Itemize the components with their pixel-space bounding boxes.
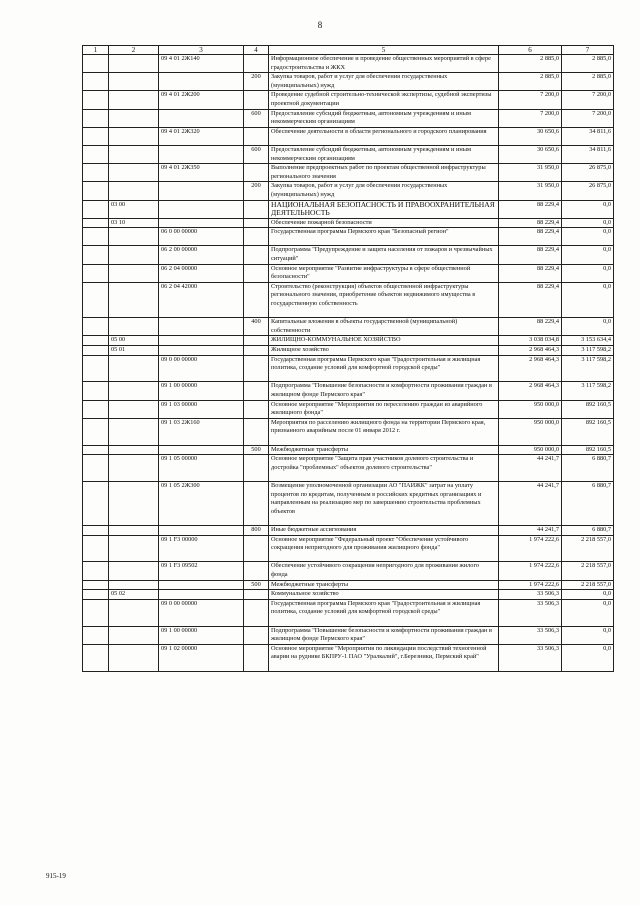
subsection-code-cell (109, 644, 159, 671)
table-row (83, 400, 614, 418)
subsection-code-cell (109, 580, 159, 590)
section-code-cell (83, 218, 109, 228)
amount-year2-cell: 2 885,0 (562, 73, 614, 91)
section-code-cell (83, 109, 109, 127)
amount-year1-cell: 33 506,3 (499, 644, 562, 671)
description-cell: Строительство (реконструкция) объектов общественной инфраструктуры регионального значения, приобретение объектов недвижимого имущества в государственную собственность (269, 282, 499, 317)
subsection-code-cell: 03 00 (109, 200, 159, 218)
section-code-cell (83, 535, 109, 562)
target-article-cell: 09 4 01 2Ж350 (159, 164, 244, 182)
section-code-cell (83, 590, 109, 600)
amount-year2-cell: 892 160,5 (562, 418, 614, 445)
subsection-code-cell (109, 599, 159, 626)
description-cell: Подпрограмма "Предупреждение и защита населения от пожаров и чрезвычайных ситуаций" (269, 246, 499, 264)
amount-year1-cell: 3 038 034,8 (499, 336, 562, 346)
subsection-code-cell: 05 02 (109, 590, 159, 600)
description-cell: Обеспечение пожарной безопасности (269, 218, 499, 228)
target-article-cell: 09 1 F3 00000 (159, 535, 244, 562)
amount-year1-cell: 950 000,0 (499, 400, 562, 418)
amount-year1-cell: 31 950,0 (499, 182, 562, 200)
amount-year2-cell: 7 200,0 (562, 91, 614, 109)
subsection-code-cell (109, 182, 159, 200)
expense-type-cell (244, 127, 269, 145)
expense-type-cell (244, 355, 269, 382)
page-number: 8 (317, 20, 323, 30)
description-cell: Иные бюджетные ассигнования (269, 525, 499, 535)
amount-year2-cell: 6 880,7 (562, 525, 614, 535)
table-row (83, 445, 614, 455)
description-cell: Коммунальное хозяйство (269, 590, 499, 600)
amount-year1-cell: 33 506,3 (499, 590, 562, 600)
section-code-cell (83, 626, 109, 644)
section-code-cell (83, 346, 109, 356)
expense-type-cell: 500 (244, 580, 269, 590)
description-cell: Государственная программа Пермского края "Градостроительная и жилищная политика, создание условий для комфортной городской среды" (269, 599, 499, 626)
table-row (83, 525, 614, 535)
target-article-cell: 09 4 01 2Ж140 (159, 55, 244, 73)
amount-year1-cell: 88 229,4 (499, 218, 562, 228)
header-cell: 5 (269, 46, 499, 55)
table-row (83, 264, 614, 282)
section-code-cell (83, 382, 109, 400)
target-article-cell: 09 1 F3 09502 (159, 562, 244, 580)
expense-type-cell (244, 346, 269, 356)
amount-year2-cell: 3 117 598,2 (562, 346, 614, 356)
amount-year1-cell: 2 968 464,3 (499, 382, 562, 400)
expense-type-cell (244, 164, 269, 182)
section-code-cell (83, 644, 109, 671)
section-code-cell (83, 200, 109, 218)
expense-type-cell (244, 218, 269, 228)
table-row (83, 318, 614, 336)
amount-year1-cell: 950 000,0 (499, 418, 562, 445)
amount-year2-cell: 2 218 557,0 (562, 562, 614, 580)
amount-year1-cell: 31 950,0 (499, 164, 562, 182)
section-code-cell (83, 355, 109, 382)
subsection-code-cell: 03 10 (109, 218, 159, 228)
section-code-cell (83, 55, 109, 73)
amount-year1-cell: 7 200,0 (499, 91, 562, 109)
amount-year1-cell: 1 974 222,6 (499, 580, 562, 590)
amount-year1-cell: 2 968 464,3 (499, 355, 562, 382)
target-article-cell: 09 4 01 2Ж200 (159, 91, 244, 109)
table-row (83, 336, 614, 346)
target-article-cell (159, 73, 244, 91)
expense-type-cell: 800 (244, 525, 269, 535)
amount-year1-cell: 44 241,7 (499, 455, 562, 482)
expense-type-cell (244, 481, 269, 525)
amount-year2-cell: 2 218 557,0 (562, 580, 614, 590)
table-row (83, 355, 614, 382)
description-cell: Выполнение предпроектных работ по проектам общественной инфраструктуры регионального значения (269, 164, 499, 182)
expense-type-cell (244, 336, 269, 346)
amount-year1-cell: 7 200,0 (499, 109, 562, 127)
expense-type-cell (244, 535, 269, 562)
description-cell: Основное мероприятие "Федеральный проект "Обеспечение устойчивого сокращения непригодного для проживания жилищного фонда" (269, 535, 499, 562)
subsection-code-cell (109, 127, 159, 145)
expense-type-cell: 200 (244, 182, 269, 200)
table-row (83, 282, 614, 317)
subsection-code-cell (109, 246, 159, 264)
subsection-code-cell (109, 73, 159, 91)
target-article-cell: 09 1 00 00000 (159, 626, 244, 644)
table-row (83, 590, 614, 600)
target-article-cell: 06 2 04 00000 (159, 264, 244, 282)
section-code-cell (83, 127, 109, 145)
target-article-cell: 09 1 05 2Ж300 (159, 481, 244, 525)
section-code-cell (83, 562, 109, 580)
expense-type-cell (244, 246, 269, 264)
expense-type-cell (244, 382, 269, 400)
description-cell: НАЦИОНАЛЬНАЯ БЕЗОПАСНОСТЬ И ПРАВООХРАНИТЕЛЬНАЯ ДЕЯТЕЛЬНОСТЬ (269, 200, 499, 218)
description-cell: Предоставление субсидий бюджетным, автономным учреждениям и иным некоммерческим организациям (269, 145, 499, 163)
description-cell: Межбюджетные трансферты (269, 445, 499, 455)
subsection-code-cell (109, 228, 159, 246)
amount-year2-cell: 34 811,6 (562, 127, 614, 145)
expense-type-cell (244, 228, 269, 246)
target-article-cell (159, 200, 244, 218)
section-code-cell (83, 336, 109, 346)
expense-type-cell (244, 282, 269, 317)
table-header-row (83, 46, 614, 55)
target-article-cell (159, 318, 244, 336)
section-code-cell (83, 580, 109, 590)
expense-type-cell (244, 200, 269, 218)
subsection-code-cell: 05 01 (109, 346, 159, 356)
section-code-cell (83, 455, 109, 482)
description-cell: Капитальные вложения в объекты государственной (муниципальной) собственности (269, 318, 499, 336)
description-cell: Обеспечение устойчивого сокращения непригодного для проживания жилого фонда (269, 562, 499, 580)
subsection-code-cell (109, 318, 159, 336)
section-code-cell (83, 164, 109, 182)
description-cell: Основное мероприятие "Защита прав участников долевого строительства и достройка "проблемных" объектов долевого строительства" (269, 455, 499, 482)
description-cell: Основное мероприятие "Развитие инфраструктуры в сфере общественной безопасности" (269, 264, 499, 282)
section-code-cell (83, 246, 109, 264)
expense-type-cell (244, 590, 269, 600)
amount-year2-cell: 2 885,0 (562, 55, 614, 73)
subsection-code-cell (109, 455, 159, 482)
amount-year1-cell: 88 229,4 (499, 200, 562, 218)
target-article-cell: 09 1 00 00000 (159, 382, 244, 400)
target-article-cell (159, 580, 244, 590)
target-article-cell: 06 2 04 42000 (159, 282, 244, 317)
table-row (83, 55, 614, 73)
amount-year1-cell: 33 506,3 (499, 599, 562, 626)
expense-type-cell (244, 626, 269, 644)
section-code-cell (83, 91, 109, 109)
amount-year2-cell: 0,0 (562, 599, 614, 626)
table-row (83, 246, 614, 264)
subsection-code-cell (109, 562, 159, 580)
description-cell: Обеспечение деятельности в области регионального и городского планирования (269, 127, 499, 145)
amount-year1-cell: 44 241,7 (499, 481, 562, 525)
subsection-code-cell (109, 164, 159, 182)
description-cell: Мероприятия по расселению жилищного фонда на территории Пермского края, признанного аварийным после 01 января 2012 г. (269, 418, 499, 445)
target-article-cell (159, 346, 244, 356)
description-cell: Информационное обеспечение и проведение общественных мероприятий в сфере градостроительства и ЖКХ (269, 55, 499, 73)
amount-year2-cell: 0,0 (562, 318, 614, 336)
amount-year2-cell: 0,0 (562, 200, 614, 218)
amount-year2-cell: 3 117 598,2 (562, 382, 614, 400)
section-code-cell (83, 418, 109, 445)
amount-year2-cell: 0,0 (562, 590, 614, 600)
header-cell: 2 (109, 46, 159, 55)
amount-year2-cell: 26 875,0 (562, 164, 614, 182)
amount-year2-cell: 0,0 (562, 282, 614, 317)
table-row (83, 91, 614, 109)
expense-type-cell (244, 91, 269, 109)
target-article-cell (159, 590, 244, 600)
description-cell: Основное мероприятие "Мероприятия по ликвидации последствий техногенной аварии на руднике БКПРУ-1 ПАО "Уралкалий", г.Березники, Пермский край" (269, 644, 499, 671)
amount-year2-cell: 0,0 (562, 626, 614, 644)
section-code-cell (83, 145, 109, 163)
amount-year2-cell: 26 875,0 (562, 182, 614, 200)
amount-year1-cell: 950 000,0 (499, 445, 562, 455)
description-cell: Государственная программа Пермского края "Градостроительная и жилищная политика, создание условий для комфортной городской среды" (269, 355, 499, 382)
description-cell: ЖИЛИЩНО-КОММУНАЛЬНОЕ ХОЗЯЙСТВО (269, 336, 499, 346)
subsection-code-cell (109, 535, 159, 562)
target-article-cell (159, 182, 244, 200)
section-code-cell (83, 228, 109, 246)
table-row (83, 200, 614, 218)
section-code-cell (83, 182, 109, 200)
expense-type-cell (244, 562, 269, 580)
section-code-cell (83, 445, 109, 455)
table-row (83, 626, 614, 644)
target-article-cell (159, 336, 244, 346)
subsection-code-cell (109, 382, 159, 400)
expense-type-cell: 600 (244, 145, 269, 163)
table-row (83, 455, 614, 482)
section-code-cell (83, 525, 109, 535)
subsection-code-cell (109, 355, 159, 382)
budget-table (82, 45, 614, 672)
description-cell: Государственная программа Пермского края "Безопасный регион" (269, 228, 499, 246)
expense-type-cell: 500 (244, 445, 269, 455)
table-row (83, 218, 614, 228)
table-row (83, 562, 614, 580)
subsection-code-cell (109, 145, 159, 163)
expense-type-cell (244, 55, 269, 73)
amount-year1-cell: 2 968 464,3 (499, 346, 562, 356)
expense-type-cell (244, 599, 269, 626)
description-cell: Закупка товаров, работ и услуг для обеспечения государственных (муниципальных) нужд (269, 73, 499, 91)
target-article-cell: 06 0 00 00000 (159, 228, 244, 246)
description-cell: Возмещение уполномоченной организации АО "ПАИЖК" затрат на уплату процентов по кредитам, полученным в российских кредитных организациях и направленным на реализацию мер по завершению строительства проблемных объектов (269, 481, 499, 525)
footer-code: 915-19 (46, 872, 66, 880)
target-article-cell: 06 2 00 00000 (159, 246, 244, 264)
table-row (83, 109, 614, 127)
amount-year2-cell: 6 880,7 (562, 481, 614, 525)
amount-year2-cell: 0,0 (562, 644, 614, 671)
table-row (83, 164, 614, 182)
subsection-code-cell (109, 282, 159, 317)
target-article-cell (159, 218, 244, 228)
expense-type-cell (244, 400, 269, 418)
section-code-cell (83, 318, 109, 336)
amount-year1-cell: 88 229,4 (499, 282, 562, 317)
amount-year2-cell: 2 218 557,0 (562, 535, 614, 562)
amount-year1-cell: 33 506,3 (499, 626, 562, 644)
amount-year1-cell: 44 241,7 (499, 525, 562, 535)
table-row (83, 481, 614, 525)
description-cell: Подпрограмма "Повышение безопасности и комфортности проживания граждан в жилищном фонде Пермского края" (269, 626, 499, 644)
expense-type-cell: 400 (244, 318, 269, 336)
subsection-code-cell (109, 525, 159, 535)
amount-year1-cell: 88 229,4 (499, 228, 562, 246)
section-code-cell (83, 264, 109, 282)
subsection-code-cell (109, 264, 159, 282)
header-cell: 3 (159, 46, 244, 55)
amount-year2-cell: 3 153 634,4 (562, 336, 614, 346)
target-article-cell: 09 0 00 00000 (159, 599, 244, 626)
target-article-cell: 09 4 01 2Ж320 (159, 127, 244, 145)
section-code-cell (83, 73, 109, 91)
amount-year2-cell: 6 880,7 (562, 455, 614, 482)
table-row (83, 228, 614, 246)
expense-type-cell (244, 644, 269, 671)
table-row (83, 145, 614, 163)
target-article-cell: 09 1 03 00000 (159, 400, 244, 418)
table-row (83, 382, 614, 400)
amount-year1-cell: 88 229,4 (499, 264, 562, 282)
section-code-cell (83, 481, 109, 525)
amount-year2-cell: 0,0 (562, 228, 614, 246)
target-article-cell: 09 1 02 00000 (159, 644, 244, 671)
section-code-cell (83, 400, 109, 418)
amount-year1-cell: 1 974 222,6 (499, 562, 562, 580)
target-article-cell (159, 109, 244, 127)
amount-year2-cell: 0,0 (562, 218, 614, 228)
table-row (83, 580, 614, 590)
amount-year2-cell: 0,0 (562, 246, 614, 264)
description-cell: Подпрограмма "Повышение безопасности и комфортности проживания граждан в жилищном фонде Пермского края" (269, 382, 499, 400)
amount-year1-cell: 2 885,0 (499, 55, 562, 73)
header-cell: 1 (83, 46, 109, 55)
target-article-cell (159, 445, 244, 455)
amount-year1-cell: 88 229,4 (499, 318, 562, 336)
subsection-code-cell (109, 481, 159, 525)
amount-year1-cell: 88 229,4 (499, 246, 562, 264)
subsection-code-cell (109, 400, 159, 418)
target-article-cell: 09 0 00 00000 (159, 355, 244, 382)
description-cell: Основное мероприятие "Мероприятия по переселению граждан из аварийного жилищного фонда" (269, 400, 499, 418)
section-code-cell (83, 282, 109, 317)
amount-year1-cell: 2 885,0 (499, 73, 562, 91)
subsection-code-cell: 05 00 (109, 336, 159, 346)
subsection-code-cell (109, 91, 159, 109)
subsection-code-cell (109, 109, 159, 127)
table-row (83, 73, 614, 91)
description-cell: Закупка товаров, работ и услуг для обеспечения государственных (муниципальных) нужд (269, 182, 499, 200)
target-article-cell (159, 525, 244, 535)
subsection-code-cell (109, 418, 159, 445)
table-row (83, 346, 614, 356)
description-cell: Жилищное хозяйство (269, 346, 499, 356)
header-cell: 6 (499, 46, 562, 55)
table-row (83, 418, 614, 445)
amount-year2-cell: 7 200,0 (562, 109, 614, 127)
description-cell: Проведение судебной строительно-технической экспертизы, судебной экспертизы проектной документации (269, 91, 499, 109)
amount-year1-cell: 30 650,6 (499, 127, 562, 145)
expense-type-cell: 600 (244, 109, 269, 127)
subsection-code-cell (109, 626, 159, 644)
subsection-code-cell (109, 55, 159, 73)
amount-year2-cell: 34 811,6 (562, 145, 614, 163)
table-row (83, 535, 614, 562)
table-row (83, 599, 614, 626)
description-cell: Межбюджетные трансферты (269, 580, 499, 590)
description-cell: Предоставление субсидий бюджетным, автономным учреждениям и иным некоммерческим организациям (269, 109, 499, 127)
target-article-cell: 09 1 03 2Ж160 (159, 418, 244, 445)
subsection-code-cell (109, 445, 159, 455)
table-row (83, 182, 614, 200)
target-article-cell (159, 145, 244, 163)
expense-type-cell (244, 418, 269, 445)
target-article-cell: 09 1 05 00000 (159, 455, 244, 482)
header-cell: 7 (562, 46, 614, 55)
amount-year1-cell: 1 974 222,6 (499, 535, 562, 562)
amount-year2-cell: 892 160,5 (562, 400, 614, 418)
amount-year2-cell: 892 160,5 (562, 445, 614, 455)
expense-type-cell (244, 455, 269, 482)
amount-year2-cell: 0,0 (562, 264, 614, 282)
amount-year1-cell: 30 650,6 (499, 145, 562, 163)
expense-type-cell (244, 264, 269, 282)
amount-year2-cell: 3 117 598,2 (562, 355, 614, 382)
table-row (83, 644, 614, 671)
section-code-cell (83, 599, 109, 626)
expense-type-cell: 200 (244, 73, 269, 91)
table-row (83, 127, 614, 145)
header-cell: 4 (244, 46, 269, 55)
